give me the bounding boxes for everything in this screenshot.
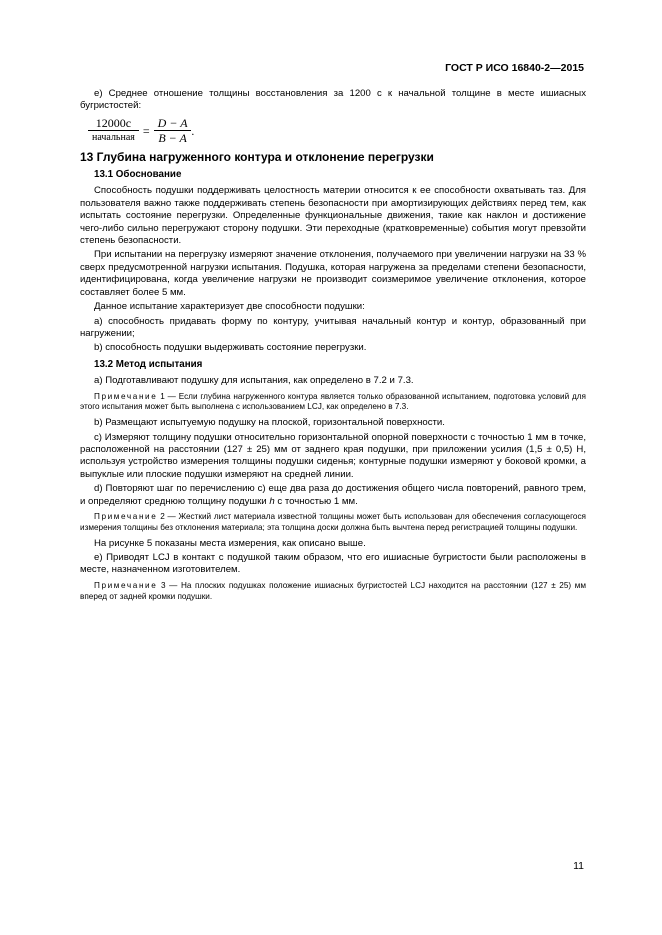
formula-left-numerator: 12000c — [95, 115, 132, 130]
formula-right-fraction — [154, 117, 192, 145]
note-text: 3 — На плоских подушках положение ишиасных бугристостей LCJ находится на расстоянии (127 ± 25) мм вперед от задней кромки подушки. — [80, 580, 587, 601]
formula — [88, 117, 586, 145]
section-13-title: 13 Глубина нагруженного контура и отклонение перегрузки — [80, 149, 434, 164]
page-number: 11 — [573, 860, 584, 872]
formula-left-denominator: начальная — [88, 130, 139, 144]
formula-left-fraction — [88, 117, 139, 145]
note-label: Примечание — [94, 511, 158, 521]
figure-reference: На рисунке 5 показаны места измерения, как описано выше. — [94, 537, 366, 549]
formula-end: . — [191, 123, 195, 138]
variable-h: h — [269, 495, 275, 507]
list-item-b: b) способность подушки выдерживать состояние перегрузки. — [94, 342, 367, 354]
formula-right-denominator: B − A — [154, 130, 191, 144]
note-3 — [80, 581, 586, 603]
note-2 — [80, 512, 586, 534]
page-content — [80, 88, 586, 606]
section-13-2-title: 13.2 Метод испытания — [94, 358, 203, 370]
step-d-text-end: с точностью 1 мм. — [274, 495, 358, 507]
paragraph: Способность подушки поддерживать целостность материи относится к ее способности охватывать таз. Для пользователя важно также поддерживать степень безопасности при амортизирующих действиях перед тем, как испытать состояние перегрузки. Определенные функциональные движения, такие как наклон и достижение чего-либо сильно перегружают сторону подушки. Эти переходные (кратковременные) события могут превзойти степень безопасности. — [80, 185, 586, 247]
note-label: Примечание — [94, 391, 158, 401]
step-d-text: d) Повторяют шаг по перечислению c) еще два раза до достижения общего числа повторений, равного трем, и определяют среднюю толщину подушки — [80, 483, 586, 507]
list-item-a: a) способность придавать форму по контуру, учитывая начальный контур и контур, образованный при нагружении; — [80, 315, 586, 339]
step-a: a) Подготавливают подушку для испытания, как определено в 7.2 и 7.3. — [94, 375, 414, 387]
note-1 — [80, 392, 586, 414]
step-c: c) Измеряют толщину подушки относительно горизонтальной опорной поверхности с точностью 1 мм в точке, расположенной на расстоянии (127 ± 25) мм от заднего края подушки, при приложении усилия (1,5 ± 0,5) Н, используя устройство измерения толщины подушки сиденья; контурные подушки измеряют у боковой кромки, а выпуклые или плоские подушки измеряют на средней линии. — [80, 431, 586, 480]
paragraph: Данное испытание характеризует две способности подушки: — [94, 301, 365, 313]
paragraph: При испытании на перегрузку измеряют значение отклонения, получаемого при увеличении нагрузки на 33 % сверх предусмотренной нагрузки испытания. Подушка, которая нагружена за пределами степени безопасности, идентифицирована, когда увеличение нагрузки не производит соизмеримое увеличение отклонения, которое составляет более 5 мм. — [80, 249, 586, 298]
standard-header: ГОСТ Р ИСО 16840-2—2015 — [445, 62, 584, 74]
formula-right-numerator: D − A — [157, 115, 188, 130]
note-label: Примечание — [94, 580, 158, 590]
note-text: 2 — Жесткий лист материала известной толщины может быть использован для обеспечения согласующегося измерения толщины без отклонения материала; эта толщина доски должна быть вычтена перед регистрацией толщины подушки. — [80, 511, 586, 532]
formula-equals: = — [142, 123, 150, 138]
section-13-1-title: 13.1 Обоснование — [94, 169, 182, 181]
step-d — [80, 483, 586, 508]
paragraph-e-intro: e) Среднее отношение толщины восстановления за 1200 с к начальной толщине в месте ишиасных бугристостей: — [80, 88, 586, 112]
step-b: b) Размещают испытуемую подушку на плоской, горизонтальной поверхности. — [94, 417, 445, 429]
note-text: 1 — Если глубина нагруженного контура является только образованной испытанием, подготовка условий для этого испытания может быть выполнена с использованием LCJ, как определено в 7.3. — [80, 391, 586, 412]
step-e: e) Приводят LCJ в контакт с подушкой таким образом, что его ишиасные бугристости были расположены в месте, назначенном изготовителем. — [80, 551, 586, 576]
